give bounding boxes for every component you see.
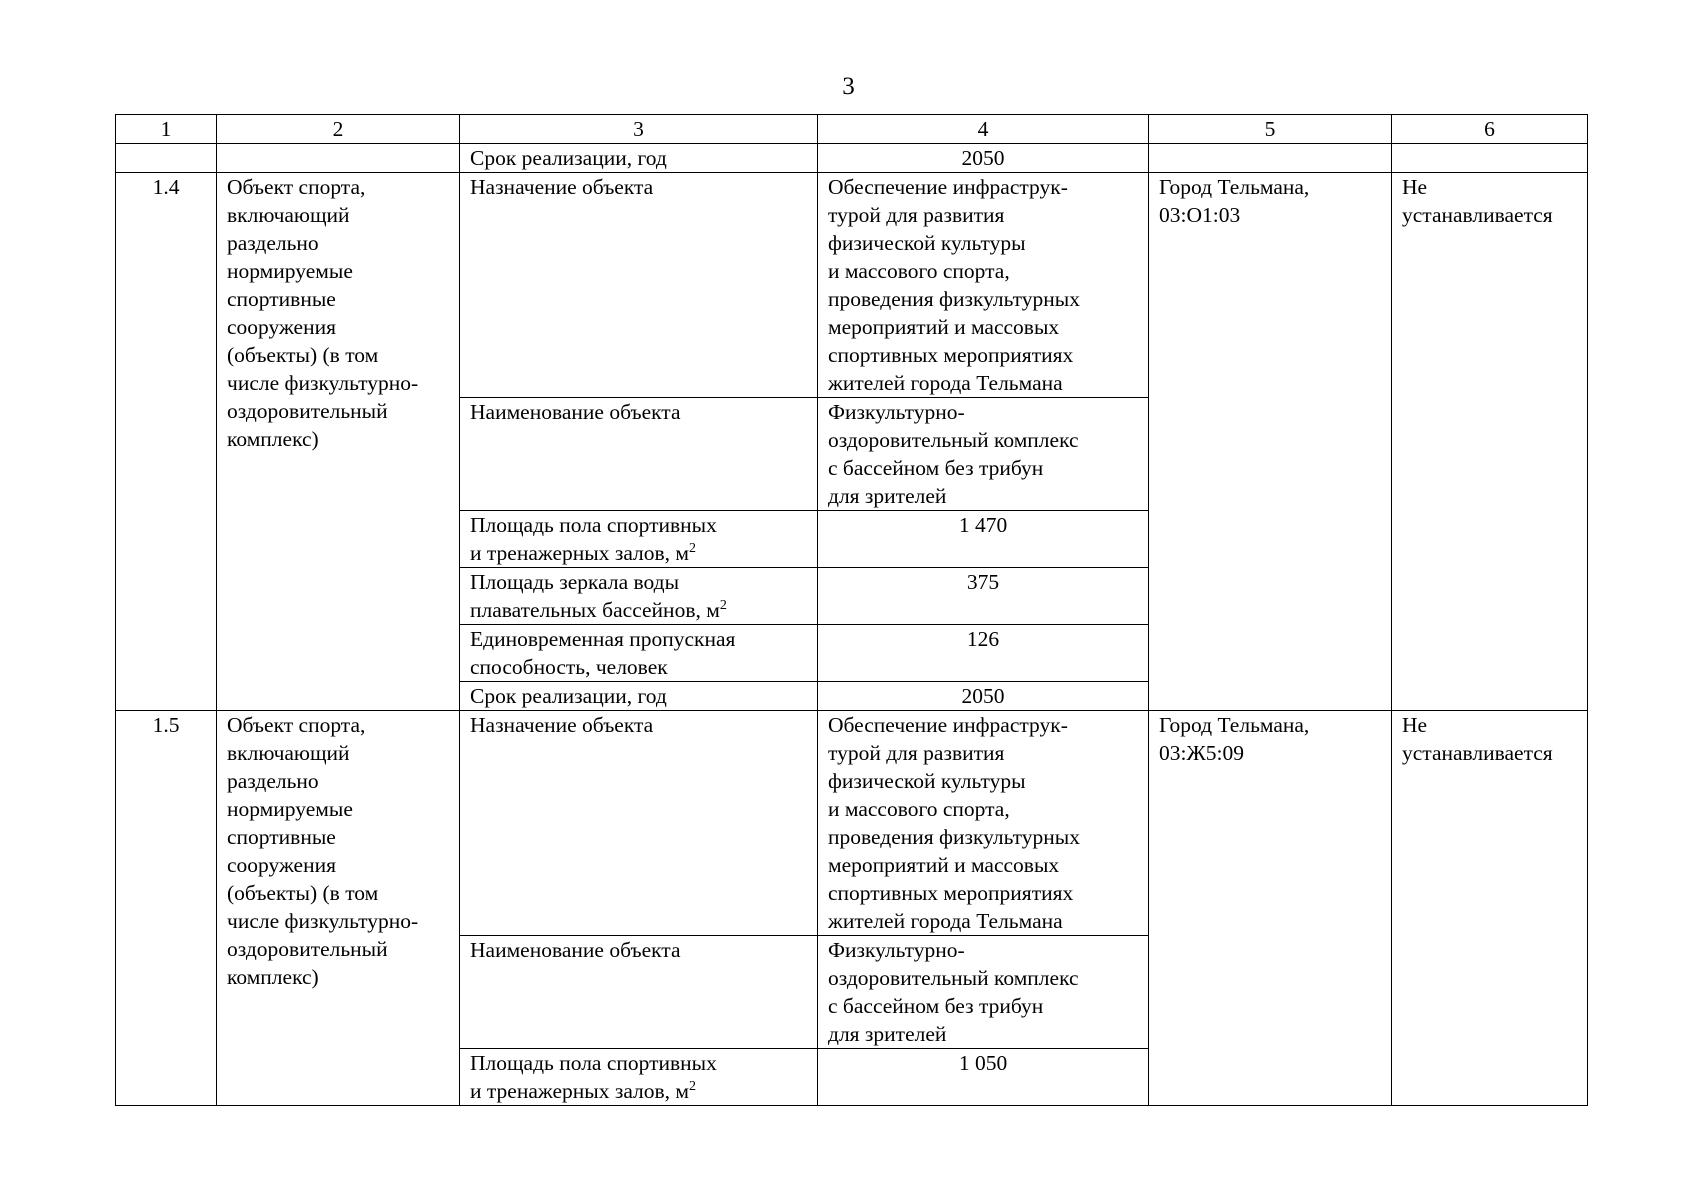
param-value: 2050 xyxy=(818,144,1149,173)
unit-superscript: 2 xyxy=(719,598,727,613)
object-table xyxy=(115,114,1588,1106)
param-value: 375 xyxy=(818,568,1149,625)
param-value: Физкультурно- оздоровительный комплекс с бассейном без трибун для зрителей xyxy=(818,398,1149,511)
object-location: Город Тельмана, 03:Ж5:09 xyxy=(1149,711,1392,1106)
table-row xyxy=(116,711,1588,936)
param-value: Обеспечение инфраструк- турой для развития физической культуры и массового спорта, проведения физкультурных мероприятий и массовых спортивных мероприятиях жителей города Тельмана xyxy=(818,173,1149,398)
param-value: 2050 xyxy=(818,682,1149,711)
object-type: Объект спорта, включающий раздельно нормируемые спортивные сооружения (объекты) (в том числе физкультурно- оздоровительный комплекс) xyxy=(217,173,460,711)
column-number: 1 xyxy=(116,115,217,144)
param-label: Наименование объекта xyxy=(460,398,818,511)
unit-superscript: 2 xyxy=(689,541,697,556)
zone-characteristic: Не устанавливается xyxy=(1392,711,1588,1106)
column-numbers-row xyxy=(116,115,1588,144)
column-number: 4 xyxy=(818,115,1149,144)
column-number: 6 xyxy=(1392,115,1588,144)
object-type: Объект спорта, включающий раздельно нормируемые спортивные сооружения (объекты) (в том числе физкультурно- оздоровительный комплекс) xyxy=(217,711,460,1106)
page-number: 3 xyxy=(842,73,855,100)
param-label: Назначение объекта xyxy=(460,173,818,398)
param-value: Обеспечение инфраструк- турой для развития физической культуры и массового спорта, проведения физкультурных мероприятий и массовых спортивных мероприятиях жителей города Тельмана xyxy=(818,711,1149,936)
param-label: Площадь пола спортивных и тренажерных залов, $м^2$ xyxy=(460,511,818,568)
param-label: Срок реализации, год xyxy=(460,144,818,173)
column-number: 5 xyxy=(1149,115,1392,144)
table-row xyxy=(116,173,1588,398)
param-label: Площадь зеркала воды плавательных бассейнов, $м^2$ xyxy=(460,568,818,625)
param-label: Срок реализации, год xyxy=(460,682,818,711)
param-label: Назначение объекта xyxy=(460,711,818,936)
param-label: Наименование объекта xyxy=(460,936,818,1049)
object-number: 1.4 xyxy=(116,173,217,711)
unit-superscript: 2 xyxy=(689,1079,697,1094)
zone-characteristic: Не устанавливается xyxy=(1392,173,1588,711)
param-label: Площадь пола спортивных и тренажерных залов, $м^2$ xyxy=(460,1049,818,1106)
param-value: 1 050 xyxy=(818,1049,1149,1106)
column-number: 3 xyxy=(460,115,818,144)
param-value: 1 470 xyxy=(818,511,1149,568)
column-number: 2 xyxy=(217,115,460,144)
param-value: 126 xyxy=(818,625,1149,682)
continued-row xyxy=(116,144,1588,173)
param-label: Единовременная пропускная способность, человек xyxy=(460,625,818,682)
object-number: 1.5 xyxy=(116,711,217,1106)
object-location: Город Тельмана, 03:О1:03 xyxy=(1149,173,1392,711)
param-value: Физкультурно- оздоровительный комплекс с бассейном без трибун для зрителей xyxy=(818,936,1149,1049)
